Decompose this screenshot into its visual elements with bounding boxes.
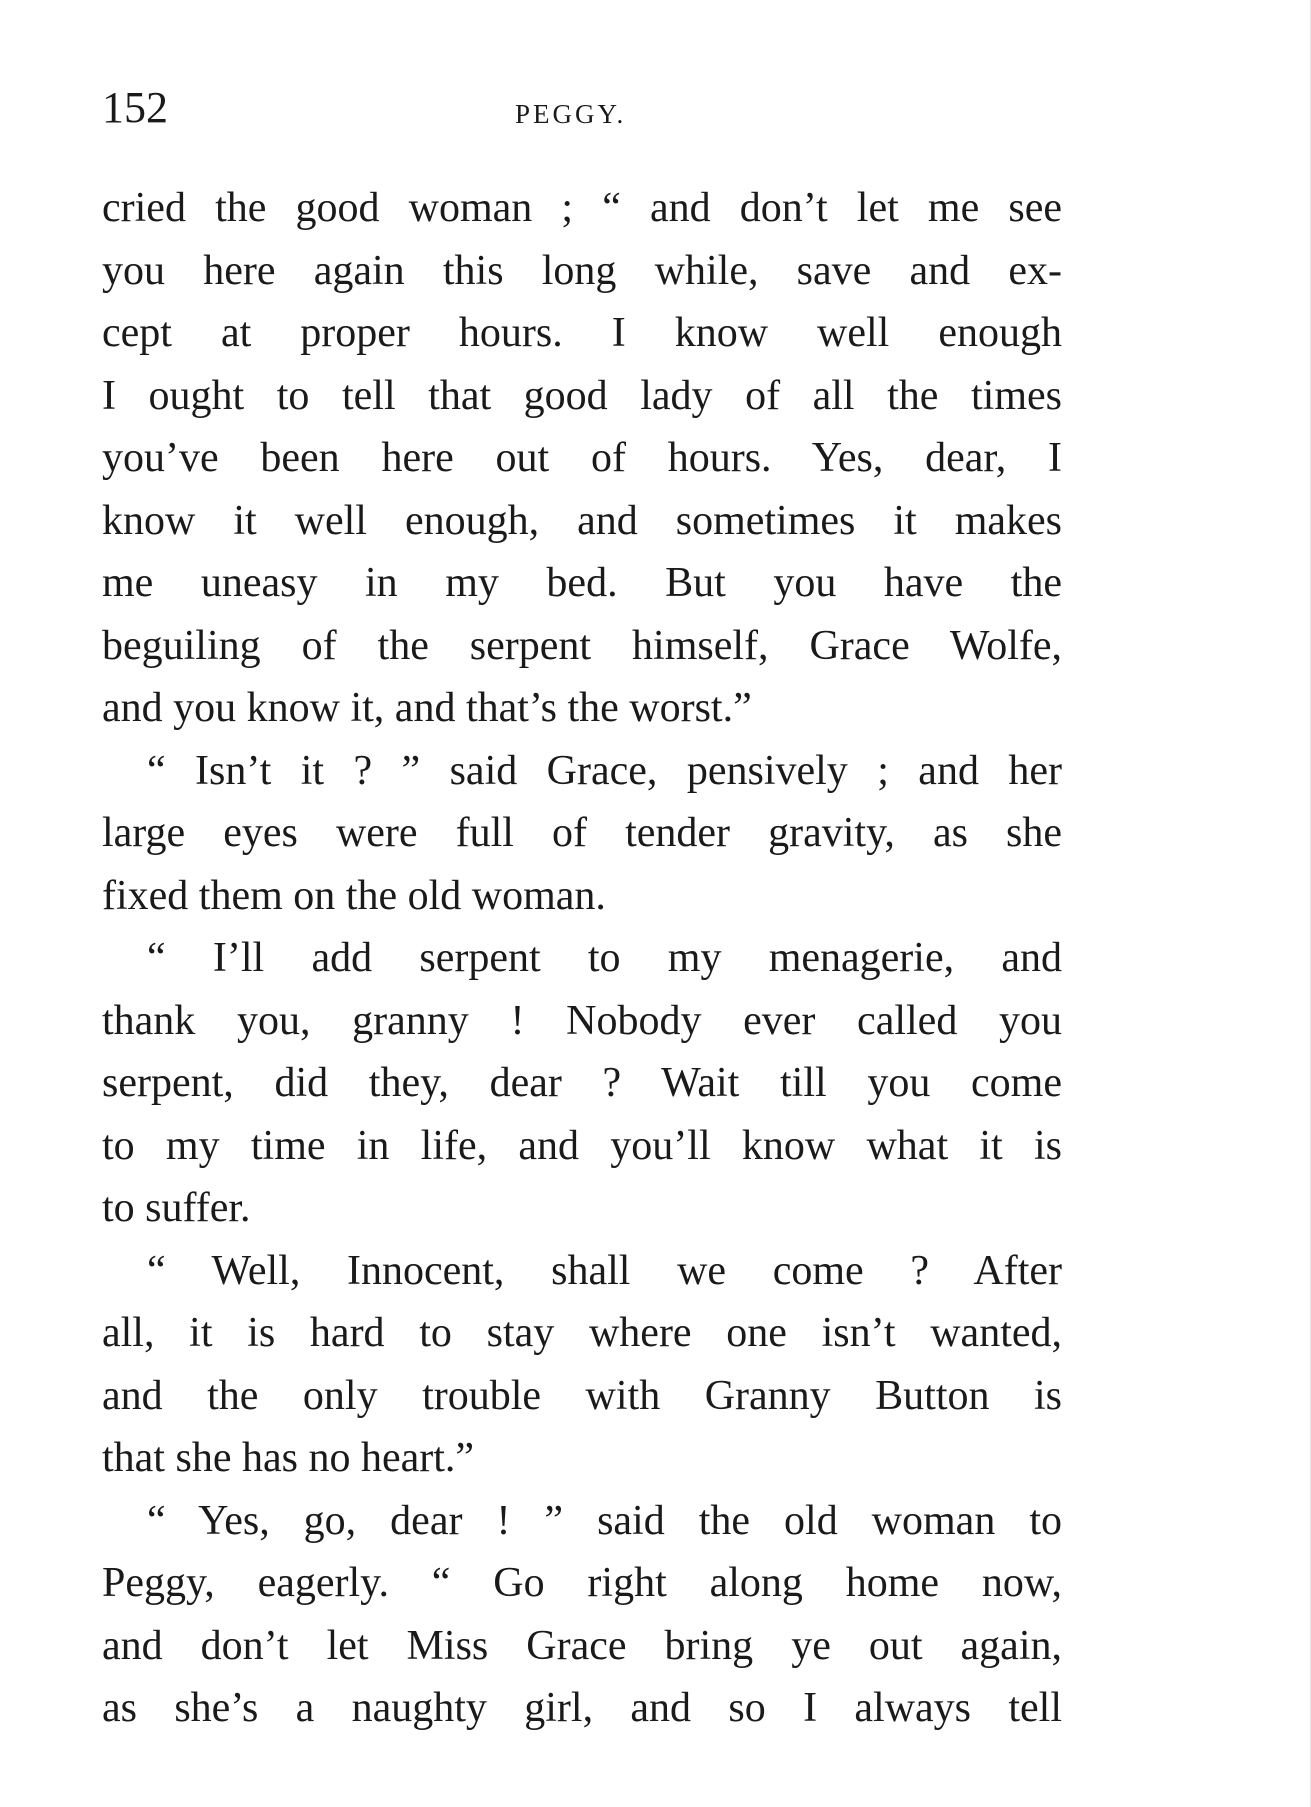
- text-line: you’ve been here out of hours. Yes, dear, I: [102, 435, 1062, 481]
- text-line: cept at proper hours. I know well enough: [102, 310, 1062, 356]
- text-line: as she’s a naughty girl, and so I always tell: [102, 1685, 1062, 1731]
- text-line: and the only trouble with Granny Button is: [102, 1372, 1062, 1419]
- text-line: “ Isn’t it ? ” said Grace, pensively ; and her: [147, 747, 1062, 794]
- text-line: large eyes were full of tender gravity, as she: [102, 810, 1062, 856]
- text-line: fixed them on the old woman.: [102, 872, 606, 919]
- text-line: and don’t let Miss Grace bring ye out again,: [102, 1622, 1062, 1669]
- text-line: “ Yes, go, dear ! ” said the old woman to: [147, 1497, 1062, 1544]
- text-line: beguiling of the serpent himself, Grace Wolfe,: [102, 622, 1062, 669]
- text-line: thank you, granny ! Nobody ever called you: [102, 997, 1062, 1044]
- text-line: that she has no heart.”: [102, 1435, 475, 1481]
- text-line: Peggy, eagerly. “ Go right along home now,: [102, 1560, 1062, 1606]
- page-number: 152: [102, 83, 168, 132]
- text-line: all, it is hard to stay where one isn’t wanted,: [102, 1310, 1062, 1356]
- text-line: cried the good woman ; “ and don’t let me see: [102, 185, 1062, 231]
- text-line: I ought to tell that good lady of all the times: [102, 372, 1062, 419]
- text-line: serpent, did they, dear ? Wait till you come: [102, 1060, 1062, 1106]
- text-line: “ I’ll add serpent to my menagerie, and: [147, 935, 1062, 981]
- text-line: to suffer.: [102, 1185, 251, 1231]
- page-header: [102, 78, 1062, 138]
- text-line: know it well enough, and sometimes it makes: [102, 497, 1062, 544]
- text-line: you here again this long while, save and ex-: [102, 247, 1062, 294]
- text-line: me uneasy in my bed. But you have the: [102, 560, 1062, 606]
- text-line: to my time in life, and you’ll know what it is: [102, 1122, 1062, 1169]
- running-head: PEGGY.: [515, 99, 627, 129]
- text-line: “ Well, Innocent, shall we come ? After: [147, 1247, 1062, 1294]
- body-text: [102, 177, 1062, 1740]
- text-line: and you know it, and that’s the worst.”: [102, 685, 752, 731]
